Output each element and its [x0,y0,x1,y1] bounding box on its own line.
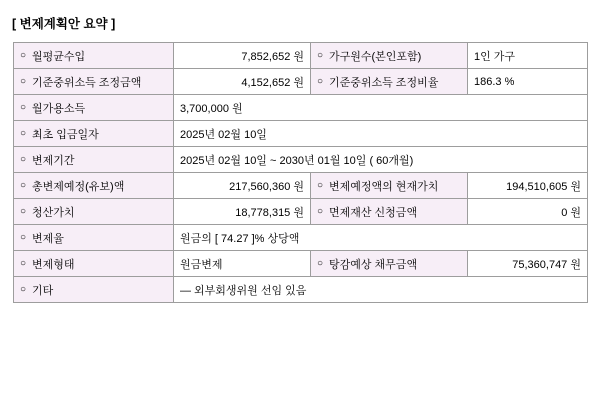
table-row [14,147,588,173]
label-text: 총변제예정(유보)액 [32,180,125,193]
circle-bullet-icon: ○ [317,180,324,191]
row-label-median-income-adjusted-ratio [311,69,468,95]
row-label-liquidation-value [14,199,174,225]
row-label-monthly-disposable-income [14,95,174,121]
table-row [14,95,588,121]
row-value-liquidation-value: 18,778,315 원 [174,199,311,225]
circle-bullet-icon: ○ [20,258,27,269]
row-label-exempt-asset-application [311,199,468,225]
table-row [14,121,588,147]
row-value-median-income-adjusted-ratio: 186.3 % [468,69,588,95]
circle-bullet-icon: ○ [317,76,324,87]
row-value-etc: — 외부회생위원 선임 있음 [174,277,588,303]
circle-bullet-icon: ○ [20,154,27,165]
circle-bullet-icon: ○ [20,102,27,113]
row-value-repayment-type: 원금변제 [174,251,311,277]
table-row [14,251,588,277]
row-label-repayment-type [14,251,174,277]
circle-bullet-icon: ○ [20,128,27,139]
row-label-household-size [311,43,468,69]
circle-bullet-icon: ○ [317,258,324,269]
label-text: 가구원수(본인포함) [329,50,422,63]
circle-bullet-icon: ○ [20,206,27,217]
row-value-monthly-income: 7,852,652 원 [174,43,311,69]
row-value-present-value-of-repayment: 194,510,605 원 [468,173,588,199]
row-label-monthly-income [14,43,174,69]
label-text: 기준중위소득 조정비율 [329,76,439,89]
row-value-exempt-asset-application: 0 원 [468,199,588,225]
row-label-first-payment-date [14,121,174,147]
table-row [14,277,588,303]
circle-bullet-icon: ○ [317,50,324,61]
label-text: 변제예정액의 현재가치 [329,180,439,193]
row-value-repayment-rate: 원금의 [ 74.27 ]% 상당액 [174,225,588,251]
row-value-repayment-period: 2025년 02월 10일 ~ 2030년 01월 10일 ( 60개월) [174,147,588,173]
circle-bullet-icon: ○ [20,232,27,243]
circle-bullet-icon: ○ [20,284,27,295]
table-row [14,69,588,95]
label-text: 변제형태 [32,258,75,271]
row-value-total-planned-repayment: 217,560,360 원 [174,173,311,199]
row-label-present-value-of-repayment [311,173,468,199]
page-title: [ 변제계획안 요약 ] [12,17,116,31]
row-label-expected-discharged-debt [311,251,468,277]
row-value-monthly-disposable-income: 3,700,000 원 [174,95,588,121]
row-value-household-size: 1인 가구 [468,43,588,69]
label-text: 변제율 [32,232,64,245]
circle-bullet-icon: ○ [317,206,324,217]
row-label-repayment-period [14,147,174,173]
table-row [14,43,588,69]
row-value-median-income-adjusted-amount: 4,152,652 원 [174,69,311,95]
label-text: 청산가치 [32,206,75,219]
label-text: 면제재산 신청금액 [329,206,418,219]
label-text: 탕감예상 채무금액 [329,258,418,271]
label-text: 기준중위소득 조정금액 [32,76,142,89]
label-text: 최초 입금일자 [32,128,99,141]
label-text: 월평균수입 [32,50,86,63]
circle-bullet-icon: ○ [20,50,27,61]
table-row [14,173,588,199]
circle-bullet-icon: ○ [20,180,27,191]
row-label-total-planned-repayment [14,173,174,199]
label-text: 월가용소득 [32,102,86,115]
repayment-plan-summary-table [13,42,588,303]
label-text: 기타 [32,284,54,297]
circle-bullet-icon: ○ [20,76,27,87]
table-row [14,199,588,225]
row-label-repayment-rate [14,225,174,251]
table-row [14,225,588,251]
row-value-expected-discharged-debt: 75,360,747 원 [468,251,588,277]
row-label-median-income-adjusted-amount [14,69,174,95]
label-text: 변제기간 [32,154,75,167]
row-value-first-payment-date: 2025년 02월 10일 [174,121,588,147]
row-label-etc [14,277,174,303]
